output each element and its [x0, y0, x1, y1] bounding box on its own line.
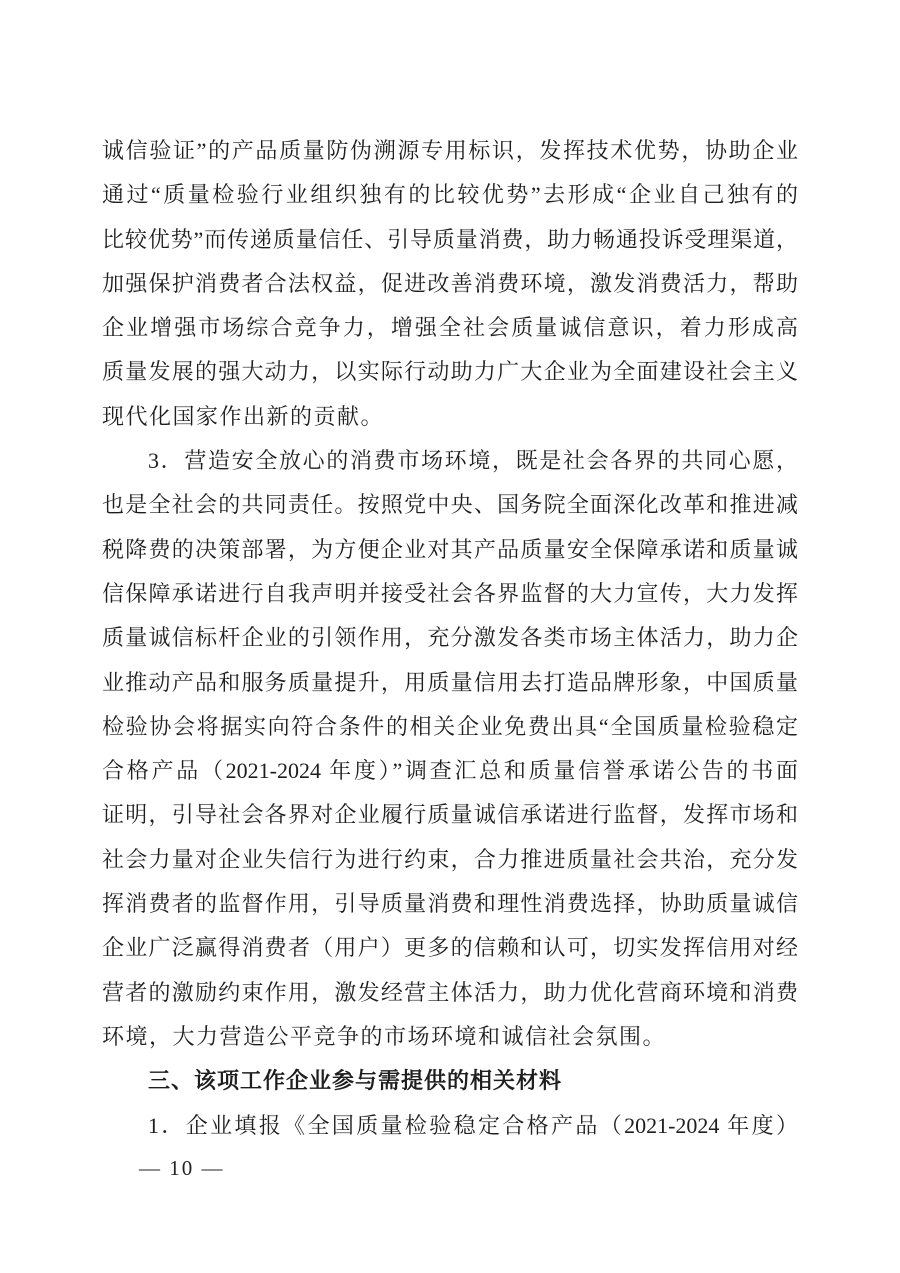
document-body — [102, 129, 798, 1148]
body-text-line: 挥消费者的监督作用，引导质量消费和理性消费选择，协助质量诚信 — [102, 891, 798, 917]
body-text-line: 营者的激励约束作用，激发经营主体活力，助力优化营商环境和消费 — [102, 979, 798, 1005]
body-text-line: 税降费的决策部署，为方便企业对其产品质量安全保障承诺和质量诚 — [102, 536, 798, 562]
body-text-line: 社会力量对企业失信行为进行约束，合力推进质量社会共治，充分发 — [102, 846, 798, 872]
body-text-line: 1．企业填报《全国质量检验稳定合格产品（2021-2024 年度） — [148, 1112, 798, 1138]
body-text-line: 加强保护消费者合法权益，促进改善消费环境，激发消费活力，帮助 — [102, 270, 798, 296]
body-text-line: 现代化国家作出新的贡献。 — [102, 403, 385, 429]
page-footer — [139, 1153, 225, 1183]
body-text-line: 质量诚信标杆企业的引领作用，充分激发各类市场主体活力，助力企 — [102, 625, 798, 651]
body-text-line: 检验协会将据实向符合条件的相关企业免费出具“全国质量检验稳定 — [102, 713, 798, 739]
body-text-line: 质量发展的强大动力，以实际行动助力广大企业为全面建设社会主义 — [102, 359, 798, 385]
body-text-line: 通过“质量检验行业组织独有的比较优势”去形成“企业自己独有的 — [102, 182, 798, 208]
body-text-line: 企业广泛赢得消费者（用户）更多的信赖和认可，切实发挥信用对经 — [102, 935, 798, 961]
page-number: — 10 — — [139, 1156, 225, 1180]
body-text-line: 企业增强市场综合竞争力，增强全社会质量诚信意识，着力形成高 — [102, 315, 798, 341]
body-text-line: 信保障承诺进行自我声明并接受社会各界监督的大力宣传，大力发挥 — [102, 580, 798, 606]
body-text-line: 诚信验证”的产品质量防伪溯源专用标识，发挥技术优势，协助企业 — [102, 138, 798, 163]
body-text-line: 3．营造安全放心的消费市场环境，既是社会各界的共同心愿， — [148, 448, 798, 474]
section-heading: 三、该项工作企业参与需提供的相关材料 — [148, 1068, 563, 1094]
body-text-line: 比较优势”而传递质量信任、引导质量消费，助力畅通投诉受理渠道， — [102, 226, 798, 252]
body-text-line: 业推动产品和服务质量提升，用质量信用去打造品牌形象，中国质量 — [102, 669, 798, 695]
body-text-line: 证明，引导社会各界对企业履行质量诚信承诺进行监督，发挥市场和 — [102, 802, 798, 828]
body-text-line: 也是全社会的共同责任。按照党中央、国务院全面深化改革和推进减 — [102, 492, 798, 518]
body-text-line: 合格产品（2021-2024 年度）”调查汇总和质量信誉承诺公告的书面 — [102, 758, 798, 784]
body-text-line: 环境，大力营造公平竞争的市场环境和诚信社会氛围。 — [102, 1023, 667, 1049]
